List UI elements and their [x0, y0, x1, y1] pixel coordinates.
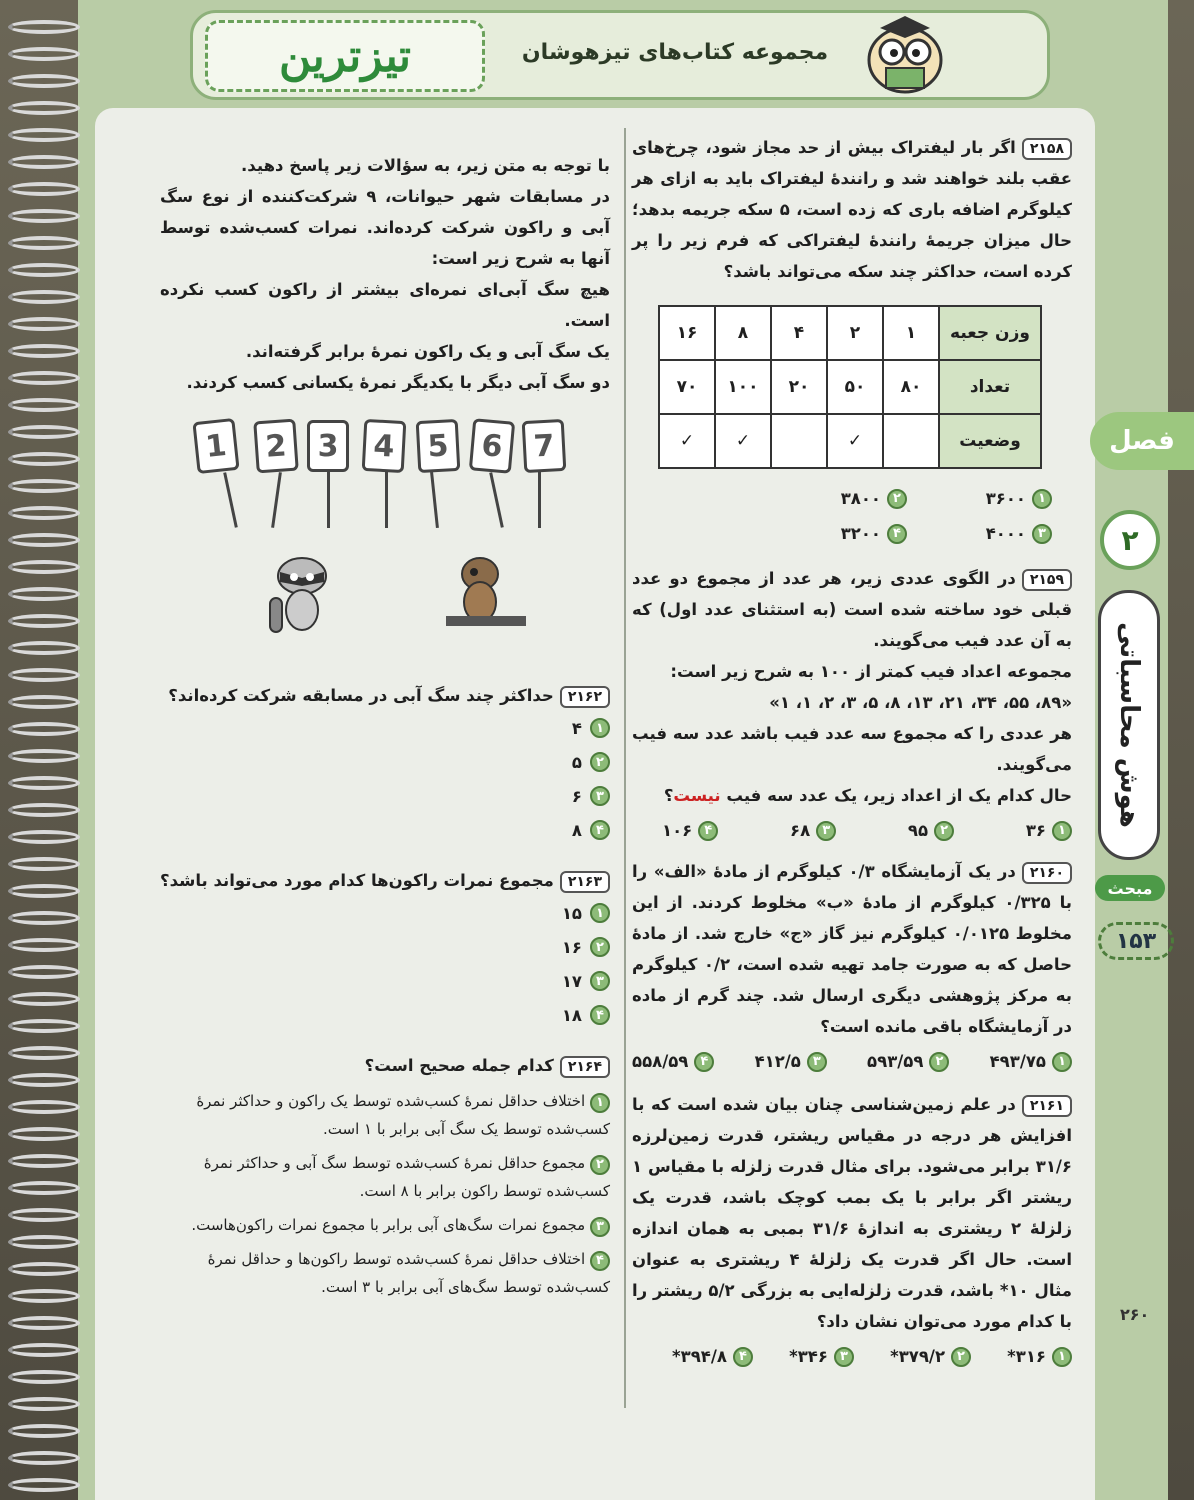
option-badge: ۱	[590, 1093, 610, 1113]
spiral-ring	[8, 965, 80, 979]
option-badge: ۳	[807, 1052, 827, 1072]
checkmark-cell	[771, 414, 827, 468]
prompt-negation: نیست	[673, 786, 721, 805]
option-badge: ۲	[951, 1347, 971, 1367]
chapter-number: ۲	[1100, 510, 1160, 570]
option-2[interactable]	[160, 1149, 610, 1205]
options-2159	[632, 815, 1072, 846]
question-text: مجموع نمرات راکون‌ها کدام مورد می‌تواند باشد؟	[160, 871, 554, 890]
option-text: ۹۵	[907, 821, 929, 840]
option-text: ۵۹۳/۵۹	[867, 1052, 924, 1071]
question-number: ۲۱۵۹	[1022, 569, 1072, 591]
table-cell: ۷۰	[659, 360, 715, 414]
option-4[interactable]	[662, 815, 718, 846]
spiral-ring	[8, 128, 80, 142]
table-row	[659, 414, 1041, 468]
option-badge: ۳	[590, 1217, 610, 1237]
option-3[interactable]	[160, 1211, 610, 1239]
table-cell: ۸۰	[883, 360, 939, 414]
spiral-ring	[8, 1370, 80, 1384]
sign-stick	[430, 472, 439, 528]
option-text: ۴۹۳/۷۵	[989, 1052, 1046, 1071]
option-text: ۳۶	[1025, 821, 1046, 840]
option-text: ۳۷۹/۲*	[890, 1347, 946, 1366]
option-badge: ۴	[590, 1005, 610, 1025]
option-3[interactable]	[160, 779, 610, 813]
option-text: ۱۷	[561, 971, 582, 991]
options-2161	[632, 1341, 1072, 1372]
option-badge: ۴	[887, 524, 907, 544]
question-text: کدام جمله صحیح است؟	[364, 1056, 554, 1075]
spiral-ring	[8, 614, 80, 628]
passage-statement: هیچ سگ آبی‌ای نمره‌ای بیشتر از راکون کسب نکرده است.	[160, 280, 610, 330]
spiral-ring	[8, 722, 80, 736]
option-text: ۱۰۶	[662, 821, 693, 840]
spiral-ring	[8, 776, 80, 790]
option-3[interactable]	[755, 1046, 827, 1077]
options-2160	[632, 1046, 1072, 1077]
spiral-ring	[8, 533, 80, 547]
row-header: تعداد	[939, 360, 1041, 414]
option-text: ۴	[571, 718, 582, 738]
option-badge: ۳	[834, 1347, 854, 1367]
option-1[interactable]	[1007, 1341, 1072, 1372]
series-title: مجموعه کتاب‌های تیزهوشان	[521, 40, 829, 65]
option-text: ۳۱۶*	[1007, 1347, 1046, 1366]
question-number: ۲۱۶۱	[1022, 1095, 1072, 1117]
spiral-ring	[8, 1262, 80, 1276]
question-2159	[632, 563, 1072, 656]
question-2162	[160, 680, 610, 711]
option-4[interactable]	[160, 998, 610, 1032]
option-3[interactable]	[790, 815, 836, 846]
spiral-ring	[8, 1478, 80, 1492]
beaver-icon	[440, 552, 530, 632]
option-1[interactable]	[160, 711, 610, 745]
option-badge: ۴	[733, 1347, 753, 1367]
sign: 7	[522, 419, 567, 473]
spiral-ring	[8, 398, 80, 412]
question-2163	[160, 865, 610, 896]
option-badge: ۴	[694, 1052, 714, 1072]
topic-label: هوش محاسباتی	[1114, 622, 1144, 828]
table-cell: ۴	[771, 306, 827, 360]
right-column	[632, 132, 1072, 1372]
option-text: ۱۶	[561, 937, 582, 957]
spiral-ring	[8, 452, 80, 466]
topic-tab	[1098, 590, 1160, 860]
spiral-ring	[8, 317, 80, 331]
option-badge: ۲	[929, 1052, 949, 1072]
spiral-ring	[8, 1154, 80, 1168]
option-text: اختلاف حداقل نمرهٔ کسب‌شده توسط یک راکون و حداکثر نمرهٔ کسب‌شده توسط یک سگ آبی برابر با ۱ است.	[196, 1092, 610, 1138]
option-text: مجموع حداقل نمرهٔ کسب‌شده توسط سگ آبی و حداکثر نمرهٔ کسب‌شده توسط راکون برابر با ۸ است.	[203, 1154, 610, 1200]
row-header: وضعیت	[939, 414, 1041, 468]
option-text: ۵	[571, 752, 582, 772]
option-badge: ۲	[934, 821, 954, 841]
spiral-ring	[8, 1397, 80, 1411]
option-text: اختلاف حداقل نمرهٔ کسب‌شده توسط راکون‌ها و حداقل نمرهٔ کسب‌شده توسط سگ‌های آبی برابر با ۳ است.	[207, 1250, 610, 1296]
option-2[interactable]	[160, 745, 610, 779]
spiral-ring	[8, 1046, 80, 1060]
option-3[interactable]	[907, 518, 1052, 549]
table-cell: ۲۰	[771, 360, 827, 414]
table-cell: ۱	[883, 306, 939, 360]
option-text: ۵۵۸/۵۹	[632, 1052, 689, 1071]
option-badge: ۳	[1032, 524, 1052, 544]
question-number: ۲۱۶۰	[1022, 862, 1072, 884]
spiral-ring	[8, 1181, 80, 1195]
option-badge: ۱	[1052, 1347, 1072, 1367]
question-2160	[632, 856, 1072, 1042]
options-2158	[632, 483, 1072, 549]
number-signs	[195, 420, 565, 530]
section-number: ۱۵۳	[1098, 922, 1174, 960]
spiral-ring	[8, 236, 80, 250]
option-text: ۴۰۰۰	[985, 524, 1026, 543]
sign: 1	[192, 418, 239, 474]
spiral-ring	[8, 1019, 80, 1033]
option-1[interactable]	[160, 896, 610, 930]
spiral-ring	[8, 101, 80, 115]
sign-stick	[271, 472, 282, 528]
option-4[interactable]	[160, 1245, 610, 1301]
option-badge: ۱	[590, 718, 610, 738]
spiral-ring	[8, 182, 80, 196]
question-2158	[632, 132, 1072, 287]
spiral-ring	[8, 74, 80, 88]
question-2164	[160, 1050, 610, 1081]
option-badge: ۳	[816, 821, 836, 841]
sign-stick	[385, 472, 388, 528]
spiral-ring	[8, 857, 80, 871]
spiral-ring	[8, 425, 80, 439]
option-badge: ۲	[590, 1155, 610, 1175]
option-1[interactable]	[907, 483, 1052, 514]
spiral-ring	[8, 749, 80, 763]
spiral-ring	[8, 1316, 80, 1330]
spiral-ring	[8, 1235, 80, 1249]
spiral-ring	[8, 560, 80, 574]
spiral-ring	[8, 1127, 80, 1141]
question-text: حداکثر چند سگ آبی در مسابقه شرکت کرده‌اند؟	[168, 686, 554, 705]
spiral-ring	[8, 938, 80, 952]
question-number: ۲۱۶۳	[560, 871, 610, 893]
spiral-ring	[8, 992, 80, 1006]
spiral-ring	[8, 641, 80, 655]
option-text: ۳۶۰۰	[985, 489, 1026, 508]
raccoon-icon	[262, 548, 342, 638]
sign: 3	[307, 420, 349, 472]
option-text: ۳۴۶*	[789, 1347, 828, 1366]
option-badge: ۳	[590, 786, 610, 806]
spiral-binding	[0, 0, 95, 1500]
option-2[interactable]	[867, 1046, 949, 1077]
spiral-ring	[8, 1451, 80, 1465]
spiral-ring	[8, 155, 80, 169]
sign-stick	[538, 472, 541, 528]
chapter-tab: فصل	[1090, 412, 1194, 470]
options-2163	[160, 896, 610, 1032]
passage-questions	[160, 680, 610, 1301]
option-badge: ۱	[590, 903, 610, 923]
option-badge: ۱	[1052, 821, 1072, 841]
options-2164	[160, 1087, 610, 1301]
option-4[interactable]	[632, 1046, 714, 1077]
option-badge: ۱	[1052, 1052, 1072, 1072]
spiral-ring	[8, 20, 80, 34]
option-2[interactable]	[160, 930, 610, 964]
checkmark-cell: ✓	[827, 414, 883, 468]
option-2[interactable]	[890, 1341, 971, 1372]
question-text-2: مجموعه اعداد فیب کمتر از ۱۰۰ به شرح زیر است:	[670, 662, 1072, 681]
owl-mascot-icon	[850, 10, 960, 98]
sign: 5	[416, 419, 461, 473]
option-badge: ۴	[590, 820, 610, 840]
sign-stick	[489, 472, 504, 527]
option-4[interactable]	[160, 813, 610, 847]
passage-statement: یک سگ آبی و یک راکون نمرهٔ برابر گرفته‌اند.	[245, 342, 610, 361]
option-4[interactable]	[762, 518, 907, 549]
spiral-ring	[8, 668, 80, 682]
sign: 2	[253, 419, 299, 474]
page-number: ۲۶۰	[1120, 1305, 1150, 1324]
row-header: وزن جعبه	[939, 306, 1041, 360]
spiral-ring	[8, 209, 80, 223]
option-text: ۶	[571, 786, 582, 806]
sign: 6	[469, 418, 515, 473]
spiral-ring	[8, 263, 80, 277]
forklift-table	[658, 305, 1042, 469]
option-2[interactable]	[908, 815, 954, 846]
spiral-ring	[8, 884, 80, 898]
table-row	[659, 306, 1041, 360]
table-cell: ۵۰	[827, 360, 883, 414]
spiral-ring	[8, 1100, 80, 1114]
option-1[interactable]	[1026, 815, 1072, 846]
passage-intro: با توجه به متن زیر، به سؤالات زیر پاسخ دهید.	[241, 156, 610, 175]
question-text: در علم زمین‌شناسی چنان بیان شده است که با افزایش هر درجه در مقیاس ریشتر، قدرت زمین‌لرزه ۳۱/۶ برابر می‌شود. برای مثال قدرت زلزله با مقیاس ۱ ریشتر اگر برابر با یک بمب کوچک باشد، قدرت یک زلزلهٔ ۲ ریشتری به اندازهٔ ۳۱/۶ بمبی به همان اندازه است. حال اگر قدرت یک زلزلهٔ ۴ ریشتری به عنوان مثال ۱۰* باشد، قدرت زلزله‌ایی به بزرگی ۵/۲ ریشتر را با کدام مورد می‌توان نشان داد؟	[632, 1095, 1073, 1331]
option-text: ۱۸	[561, 1005, 582, 1025]
option-text: ۱۵	[561, 903, 582, 923]
option-badge: ۴	[698, 821, 718, 841]
option-text: ۸	[571, 820, 582, 840]
spiral-ring	[8, 803, 80, 817]
table-cell: ۲	[827, 306, 883, 360]
spiral-ring	[8, 371, 80, 385]
option-text: مجموع نمرات سگ‌های آبی برابر با مجموع نمرات راکون‌هاست.	[191, 1216, 586, 1234]
passage-statement: دو سگ آبی دیگر با یکدیگر نمرهٔ یکسانی کسب کردند.	[186, 373, 610, 392]
passage-paragraph: در مسابقات شهر حیوانات، ۹ شرکت‌کننده از نوع سگ آبی و راکون شرکت کرده‌اند. نمرات کسب‌شده توسط آنها به شرح زیر است:	[160, 187, 610, 268]
option-1[interactable]	[160, 1087, 610, 1143]
spiral-ring	[8, 587, 80, 601]
brand-logo-text: تیزترین	[278, 30, 412, 82]
prompt-start: حال کدام یک از اعداد زیر، یک عدد سه فیب	[726, 786, 1072, 805]
spiral-ring	[8, 830, 80, 844]
sign-stick	[223, 472, 238, 527]
spiral-ring	[8, 1343, 80, 1357]
option-badge: ۲	[590, 937, 610, 957]
option-2[interactable]	[762, 483, 907, 514]
sign-stick	[327, 472, 330, 528]
option-badge: ۴	[590, 1251, 610, 1271]
option-text: ۳۸۰۰	[840, 489, 881, 508]
question-prompt	[632, 780, 1072, 811]
option-3[interactable]	[160, 964, 610, 998]
option-text: ۶۸	[790, 821, 811, 840]
options-2162	[160, 711, 610, 847]
section-label: مبحث	[1095, 875, 1165, 901]
fib-sequence: «۸۹، ۵۵، ۳۴، ۲۱، ۱۳، ۸، ۵، ۳، ۲، ۱، ۱»	[769, 693, 1072, 712]
checkmark-cell: ✓	[715, 414, 771, 468]
question-number: ۲۱۶۲	[560, 686, 610, 708]
checkmark-cell	[883, 414, 939, 468]
spiral-ring	[8, 1208, 80, 1222]
option-badge: ۲	[887, 489, 907, 509]
spiral-ring	[8, 344, 80, 358]
spiral-ring	[8, 47, 80, 61]
spiral-ring	[8, 911, 80, 925]
table-row	[659, 360, 1041, 414]
option-badge: ۱	[1032, 489, 1052, 509]
question-number: ۲۱۵۸	[1022, 138, 1072, 160]
spiral-ring	[8, 1073, 80, 1087]
passage-top	[160, 150, 610, 398]
spiral-ring	[8, 506, 80, 520]
spiral-ring	[8, 1289, 80, 1303]
spiral-ring	[8, 479, 80, 493]
option-1[interactable]	[990, 1046, 1072, 1077]
option-text: ۳۹۴/۸*	[672, 1347, 727, 1366]
table-cell: ۱۰۰	[715, 360, 771, 414]
option-badge: ۳	[590, 971, 610, 991]
table-cell: ۸	[715, 306, 771, 360]
question-text: در الگوی عددی زیر، هر عدد از مجموع دو عدد قبلی خود ساخته شده است (به استثنای عدد اول) که به آن عدد فیب می‌گویند.	[632, 569, 1072, 650]
spiral-ring	[8, 290, 80, 304]
option-text: ۴۱۲/۵	[754, 1052, 801, 1071]
question-text-3: هر عددی را که مجموع سه عدد فیب باشد عدد سه فیب می‌گویند.	[632, 724, 1072, 774]
checkmark-cell: ✓	[659, 414, 715, 468]
spiral-ring	[8, 695, 80, 709]
question-text: اگر بار لیفتراک بیش از حد مجاز شود، چرخ‌های عقب بلند خواهند شد و رانندهٔ لیفتراک باید به ازای هر کیلوگرم اضافه باری که زده است، ۵ سکه جریمه بدهد؛ حال میزان جریمهٔ رانندهٔ لیفتراکی که فرم زیر را پر کرده است، حداکثر چند سکه می‌تواند باشد؟	[632, 138, 1072, 281]
prompt-end: ؟	[663, 786, 674, 805]
brand-logo	[205, 20, 485, 92]
sign: 4	[362, 419, 407, 473]
option-text: ۳۲۰۰	[840, 524, 881, 543]
column-divider	[624, 128, 626, 1408]
option-3[interactable]	[789, 1341, 854, 1372]
option-badge: ۲	[590, 752, 610, 772]
option-4[interactable]	[672, 1341, 753, 1372]
question-number: ۲۱۶۴	[560, 1056, 610, 1078]
question-2161	[632, 1089, 1072, 1337]
spiral-ring	[8, 1424, 80, 1438]
table-cell: ۱۶	[659, 306, 715, 360]
question-text: در یک آزمایشگاه ۰/۳ کیلوگرم از مادهٔ «الف» را با ۰/۳۲۵ کیلوگرم از مادهٔ «ب» مخلوط کردند. از این مخلوط ۰/۰۱۲۵ کیلوگرم نیز گاز «ج» خارج شد. از مادهٔ حاصل که به صورت جامد تهیه شده است، ۰/۲ کیلوگرم به مرکز پژوهشی دیگری ارسال شد. چند گرم از ماده در آزمایشگاه باقی مانده است؟	[632, 862, 1073, 1036]
